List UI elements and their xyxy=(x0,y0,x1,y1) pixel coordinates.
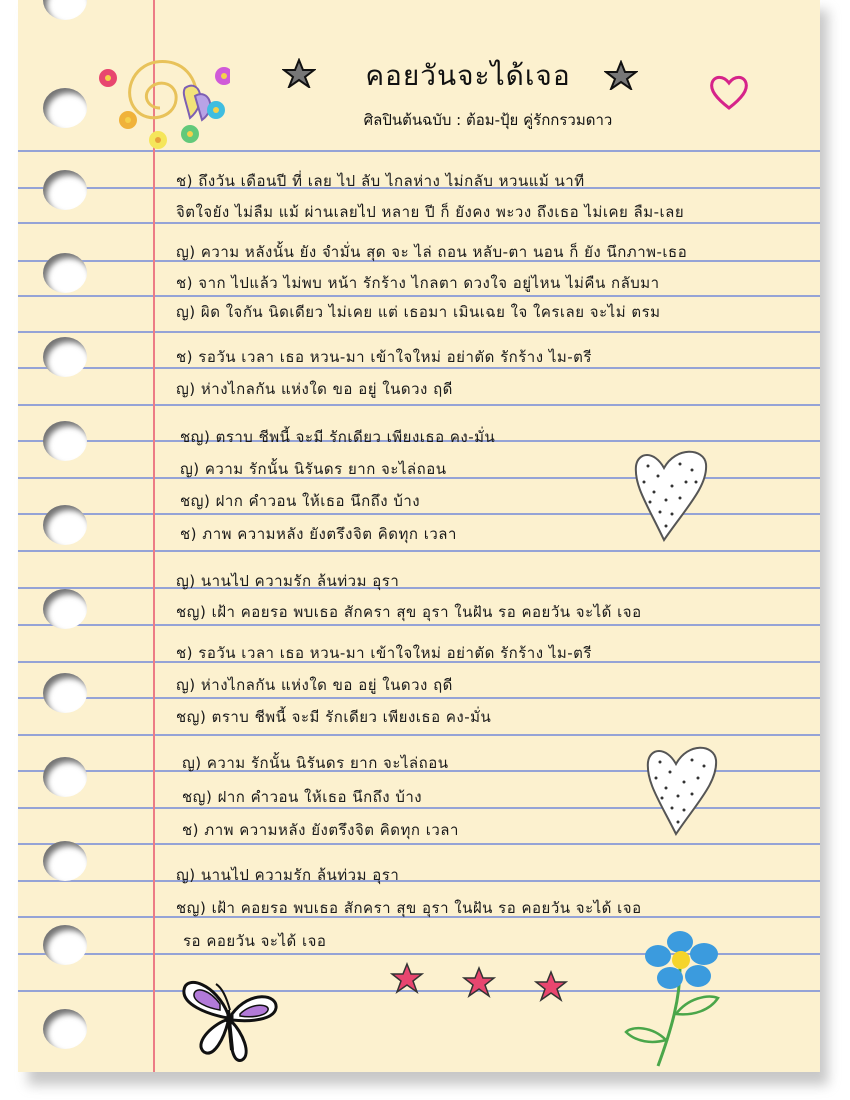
flower-icon xyxy=(207,101,225,119)
rule-line xyxy=(18,843,820,845)
binder-hole xyxy=(43,757,87,797)
flower-icon xyxy=(618,928,738,1068)
lyric-line: ญ) ความ หลังนั้น ยัง จำมั่น สุด จะ ไล่ ถอน หลับ-ตา นอน ก็ ยัง นึกภาพ-เธอ xyxy=(176,243,688,261)
lyric-line: ญ) ผิด ใจกัน นิดเดียว ไม่เคย แต่ เธอมา เมินเฉย ใจ ใครเลย จะไม่ ตรม xyxy=(176,303,661,321)
lyric-line: ญ) ห่างไกลกัน แห่งใด ขอ อยู่ ในดวง ฤดี xyxy=(176,676,453,694)
flower-icon xyxy=(181,125,199,143)
binder-hole xyxy=(43,0,87,20)
lyric-line: ชญ) ฝาก คำวอน ให้เธอ นึกถึง บ้าง xyxy=(182,788,423,806)
flower-icon xyxy=(215,67,230,85)
heart-icon xyxy=(630,446,712,544)
rule-line xyxy=(18,331,820,333)
lyric-line: รอ คอยวัน จะได้ เจอ xyxy=(183,932,327,950)
binder-hole xyxy=(43,170,87,210)
lyric-line: ญ) ห่างไกลกัน แห่งใด ขอ อยู่ ในดวง ฤดี xyxy=(176,380,453,398)
rule-line xyxy=(18,697,820,699)
binder-hole xyxy=(43,88,87,128)
binder-hole xyxy=(43,253,87,293)
artist-line: ศิลปินต้นฉบับ : ต้อม-ปุ้ย คู่รักกรวมดาว xyxy=(363,111,613,129)
binder-hole xyxy=(43,505,87,545)
star-icon xyxy=(604,60,638,90)
rule-line xyxy=(18,295,820,297)
lyric-line: ชญ) เฝ้า คอยรอ พบเธอ สักครา สุข อุรา ในฝัน รอ คอยวัน จะได้ เจอ xyxy=(176,899,642,917)
lyric-line: ช) ถึงวัน เดือนปี ที่ เลย ไป ลับ ไกลห่าง ไม่กลับ หวนแม้ นาที xyxy=(176,172,585,190)
star-icon xyxy=(462,966,496,998)
binder-hole xyxy=(43,421,87,461)
notebook-page xyxy=(18,0,820,1072)
rule-line xyxy=(18,624,820,626)
lyric-line: ช) รอวัน เวลา เธอ หวน-มา เข้าใจใหม่ อย่าตัด รักร้าง ไม-ตรี xyxy=(176,348,592,366)
binder-hole xyxy=(43,337,87,377)
binder-hole xyxy=(43,841,87,881)
rule-line xyxy=(18,587,820,589)
flower-icon xyxy=(119,111,137,129)
binder-hole xyxy=(43,925,87,965)
heart-icon xyxy=(708,72,750,112)
binder-hole xyxy=(43,589,87,629)
rule-line xyxy=(18,880,820,882)
margin-line xyxy=(153,0,155,1072)
rule-line xyxy=(18,404,820,406)
lyric-line: ญ) นานไป ความรัก ล้นท่วม อุรา xyxy=(176,866,400,884)
lyric-line: ชญ) ตราบ ชีพนี้ จะมี รักเดียว เพียงเธอ คง-มั่น xyxy=(180,428,496,446)
lyric-line: ญ) นานไป ความรัก ล้นท่วม อุรา xyxy=(176,572,400,590)
lyric-line: ช) ภาพ ความหลัง ยังตรึงจิต คิดทุก เวลา xyxy=(180,525,457,543)
lyric-line: ชญ) ตราบ ชีพนี้ จะมี รักเดียว เพียงเธอ คง-มั่น xyxy=(176,708,492,726)
lyric-line: ญ) ความ รักนั้น นิรันดร ยาก จะไล่ถอน xyxy=(182,754,449,772)
star-icon xyxy=(534,970,568,1002)
lyric-line: จิตใจยัง ไม่ลืม แม้ ผ่านเลยไป หลาย ปี ก็ ยังคง พะวง ถึงเธอ ไม่เคย ลืม-เลย xyxy=(176,203,685,221)
rule-line xyxy=(18,734,820,736)
lyric-line: ช) รอวัน เวลา เธอ หวน-มา เข้าใจใหม่ อย่าตัด รักร้าง ไม-ตรี xyxy=(176,644,592,662)
binder-hole xyxy=(43,673,87,713)
heart-icon xyxy=(642,742,722,838)
binder-hole xyxy=(43,1009,87,1049)
lyric-line: ช) ภาพ ความหลัง ยังตรึงจิต คิดทุก เวลา xyxy=(182,821,459,839)
flower-icon xyxy=(149,131,167,149)
swirl-icon xyxy=(90,48,230,153)
star-icon xyxy=(390,962,424,994)
page-title: คอยวันจะได้เจอ xyxy=(365,59,571,92)
lyric-line: ช) จาก ไปแล้ว ไม่พบ หน้า รักร้าง ไกลตา ดวงใจ อยู่ไหน ไม่คืน กลับมา xyxy=(176,274,660,292)
flower-icon xyxy=(99,69,117,87)
butterfly-icon xyxy=(176,964,284,1072)
lyric-line: ชญ) เฝ้า คอยรอ พบเธอ สักครา สุข อุรา ในฝัน รอ คอยวัน จะได้ เจอ xyxy=(176,603,642,621)
lyric-line: ชญ) ฝาก คำวอน ให้เธอ นึกถึง บ้าง xyxy=(180,492,421,510)
lyric-line: ญ) ความ รักนั้น นิรันดร ยาก จะไล่ถอน xyxy=(180,460,447,478)
star-icon xyxy=(282,58,316,88)
rule-line xyxy=(18,550,820,552)
